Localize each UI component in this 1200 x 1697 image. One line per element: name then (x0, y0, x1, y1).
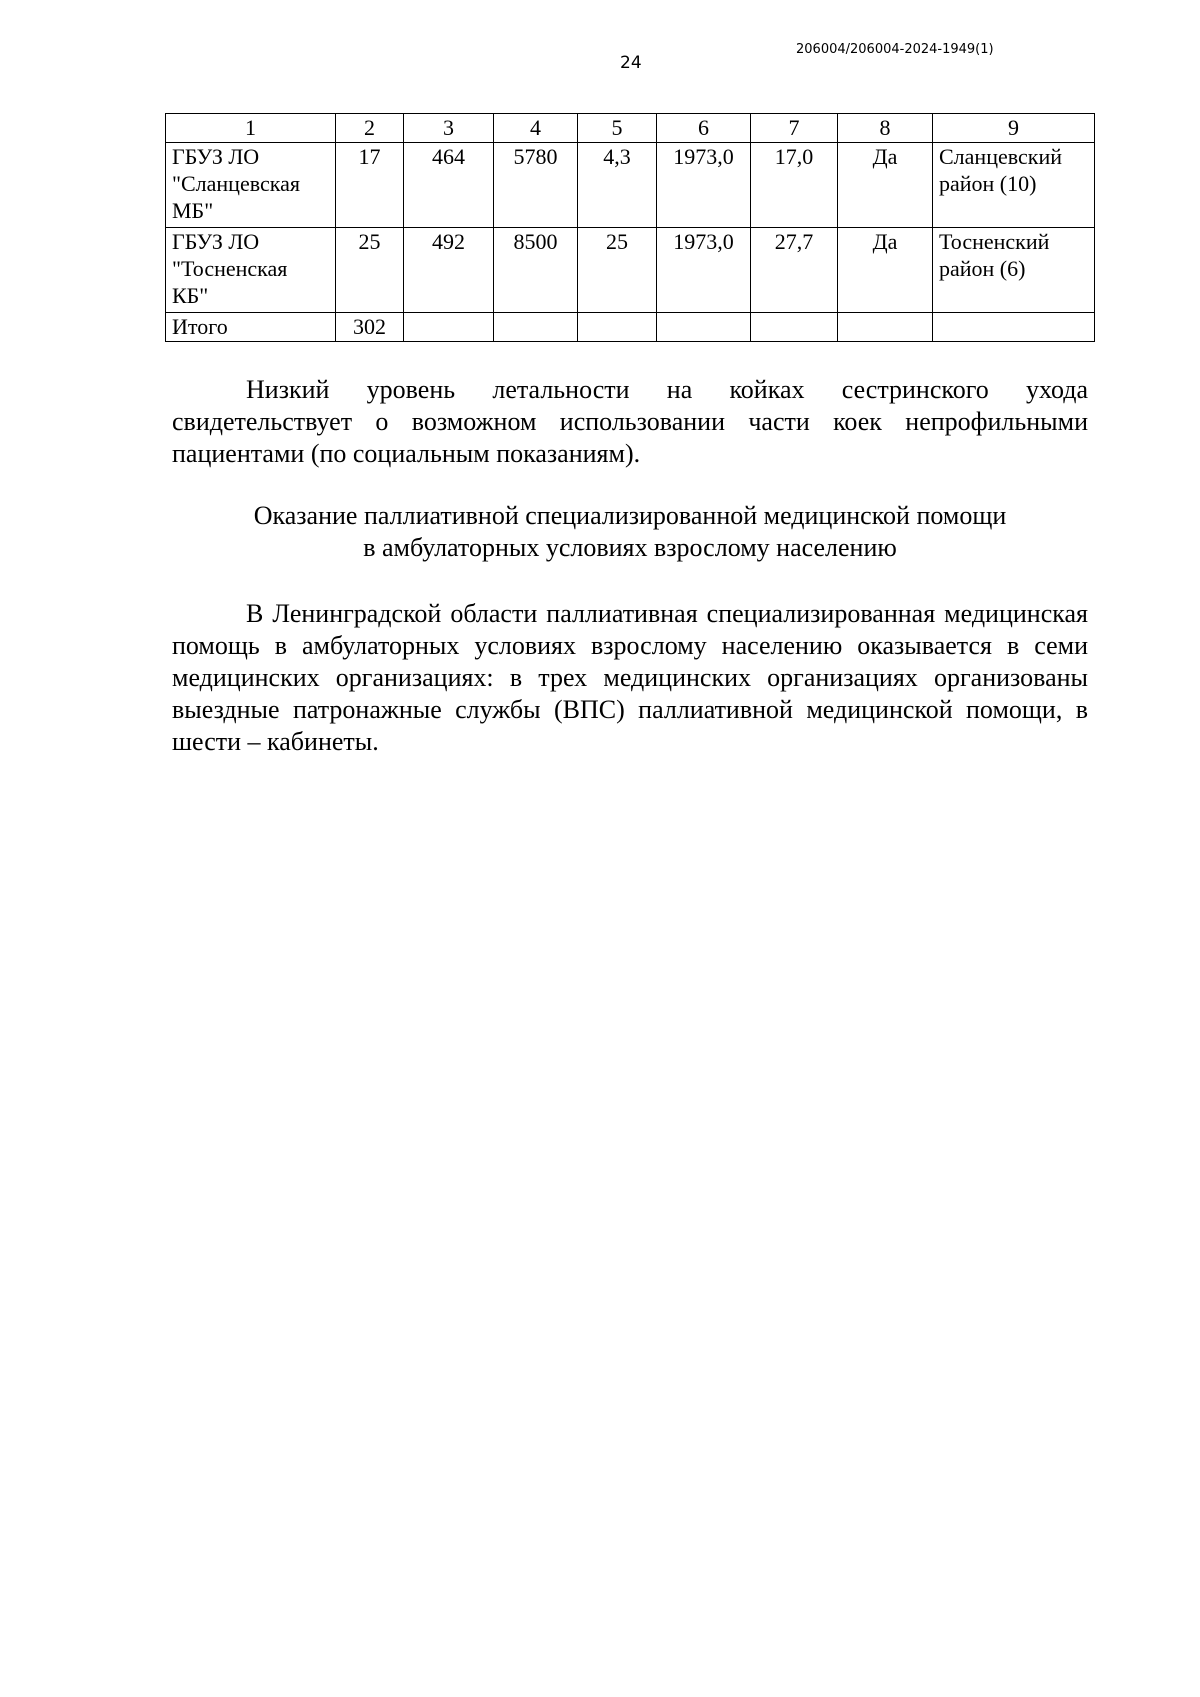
table-cell: 492 (404, 228, 494, 313)
table-cell: 17,0 (751, 143, 838, 228)
document-id: 206004/206004-2024-1949(1) (796, 42, 994, 57)
table-cell (838, 313, 933, 342)
table-cell-institution: ГБУЗ ЛО "Сланцевская МБ" (166, 143, 336, 228)
table-cell (751, 313, 838, 342)
table-cell: 4,3 (578, 143, 657, 228)
table-cell: Да (838, 143, 933, 228)
column-header: 2 (336, 114, 404, 143)
data-table (165, 113, 1095, 342)
table-cell-total-value: 302 (336, 313, 404, 342)
section-heading-line-1: Оказание паллиативной специализированной медицинской помощи (253, 501, 1007, 530)
column-header: 4 (494, 114, 578, 143)
table-header-row (166, 114, 1095, 143)
table-cell (404, 313, 494, 342)
table-cell: 5780 (494, 143, 578, 228)
table-cell: 27,7 (751, 228, 838, 313)
column-header: 5 (578, 114, 657, 143)
table-cell (933, 313, 1095, 342)
table-row (166, 228, 1095, 313)
column-header: 1 (166, 114, 336, 143)
section-heading (172, 500, 1088, 564)
page-number: 24 (620, 53, 642, 73)
table-row (166, 143, 1095, 228)
table-cell-institution: ГБУЗ ЛО "Тосненская КБ" (166, 228, 336, 313)
column-header: 7 (751, 114, 838, 143)
paragraph-mortality: Низкий уровень летальности на койках сестринского ухода свидетельствует о возможном использовании части коек непрофильными пациентами (по социальным показаниям). (172, 375, 1088, 468)
table-cell-district: Сланцевский район (10) (933, 143, 1095, 228)
column-header: 9 (933, 114, 1095, 143)
table-cell (578, 313, 657, 342)
table-cell: 17 (336, 143, 404, 228)
table-cell-total-label: Итого (166, 313, 336, 342)
table-cell: 25 (578, 228, 657, 313)
table-cell (657, 313, 751, 342)
table-cell: 464 (404, 143, 494, 228)
table-cell: Да (838, 228, 933, 313)
paragraph-palliative-care: В Ленинградской области паллиативная специализированная медицинская помощь в амбулаторных условиях взрослому населению оказывается в семи медицинских организациях: в трех медицинских организациях организованы выездные патронажные службы (ВПС) паллиативной медицинской помощи, в шести – кабинеты. (172, 599, 1088, 756)
table-row-total (166, 313, 1095, 342)
table-cell (494, 313, 578, 342)
table-cell: 1973,0 (657, 228, 751, 313)
table-cell: 1973,0 (657, 143, 751, 228)
table-cell-district: Тосненский район (6) (933, 228, 1095, 313)
column-header: 3 (404, 114, 494, 143)
column-header: 6 (657, 114, 751, 143)
column-header: 8 (838, 114, 933, 143)
section-heading-line-2: в амбулаторных условиях взрослому населению (363, 533, 897, 562)
table-cell: 8500 (494, 228, 578, 313)
table-cell: 25 (336, 228, 404, 313)
